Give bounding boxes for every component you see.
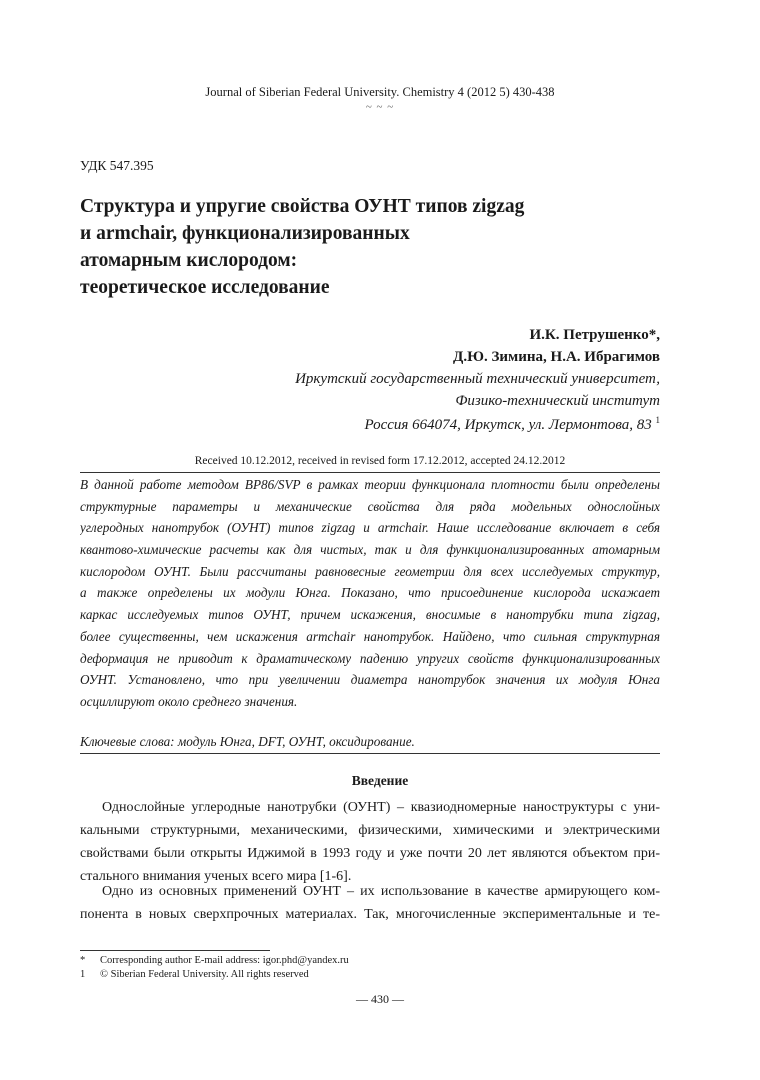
section-heading: Введение [351,773,409,788]
received-dates: Received 10.12.2012, received in revised form 17.12.2012, accepted 24.12.2012 [194,455,566,467]
abstract-line: деформация не приводит к драматическому падению упругих свойств функционализированных [80,650,660,666]
title-line: атомарным кислородом: [80,250,298,271]
footnote-rule [80,950,270,951]
paragraph-line: понента в новых сверхпрочных материалах. Так, многочисленные экспериментальные и те- [80,907,660,922]
footnote-corresponding [80,955,349,966]
abstract-line: а также определены их модули Юнга. Показано, что присоединение кислорода искажает [80,585,660,601]
footnote-text: © Siberian Federal University. All rights reserved [100,969,309,980]
abstract-line: квантово-химические расчеты как для чистых, так и для функционализированных атомарным [80,542,660,558]
abstract-line: кислородом ОУНТ. Были рассчитаны равновесные геометрии для всех исследуемых структур, [80,563,660,579]
paragraph-2 [80,880,660,926]
paragraph-line: Одно из основных применений ОУНТ – их использование в качестве армирующего ком- [102,884,660,899]
title-line: Структура и упругие свойства ОУНТ типов zigzag [80,196,525,217]
affiliation-line-2: Физико-технический институт [455,393,660,409]
author-line-2: Д.Ю. Зимина, Н.А. Ибрагимов [453,349,660,365]
abstract-bottom-rule [80,753,660,754]
article-title [80,193,600,301]
abstract-line: углеродных нанотрубок (ОУНТ) типов zigzag и armchair. Наше исследование включает в себя [80,520,660,536]
abstract [80,474,660,713]
abstract-line: структурные параметры и механические свойства для ряда модельных однослойных [80,498,660,514]
paragraph-1 [80,796,660,888]
paragraph-line: свойствами были открыты Иджимой в 1993 году и уже почти 20 лет являются объектом при- [80,846,660,861]
affiliation-address: Россия 664074, Иркутск, ул. Лермонтова, 83 [364,417,652,433]
abstract-line: ОУНТ. Установлено, что при увеличении диаметра нанотрубок значения их модуля Юнга [80,672,660,688]
footnote-mark: * [80,955,86,966]
journal-header: Journal of Siberian Federal University. Chemistry 4 (2012 5) 430-438 [205,85,555,99]
paragraph-line: кальными структурными, механическими, физическими, химическими и электрическими [80,823,660,838]
footnote-mark: 1 [80,969,86,980]
keywords: Ключевые слова: модуль Юнга, DFT, ОУНТ, оксидирование. [80,734,415,749]
affiliation-line-3 [364,415,660,434]
abstract-line: более существенны, чем искажения armchair нанотрубок. Найдено, что сильная структурная [80,628,660,644]
paragraph-line: Однослойные углеродные нанотрубки (ОУНТ) – квазиодномерные наноструктуры с уни- [102,800,660,815]
author-line-1: И.К. Петрушенко*, [529,327,660,343]
title-line: теоретическое исследование [80,277,330,298]
affiliation-line-1: Иркутский государственный технический университет, [295,371,660,387]
footnote-text: Corresponding author E-mail address: igor.phd@yandex.ru [100,955,349,966]
udk-code: УДК 547.395 [80,158,154,173]
title-line: и armchair, функционализированных [80,223,410,244]
footnote-copyright [80,969,309,980]
paragraph-line: стального внимания ученых всего мира [1-6]. [80,869,352,884]
abstract-line: осциллируют около среднего значения. [80,693,298,709]
abstract-line: В данной работе методом BP86/SVP в рамках теории функционала плотности были определены [80,477,660,492]
header-ornament: ~ ~ ~ [365,101,395,113]
page-number: — 430 — [356,992,404,1006]
affiliation-footnote-mark: 1 [655,415,660,425]
abstract-line: каркас исследуемых типов ОУНТ, причем искажения, вносимые в нанотрубки типа zigzag, [80,607,660,623]
abstract-top-rule [80,472,660,473]
